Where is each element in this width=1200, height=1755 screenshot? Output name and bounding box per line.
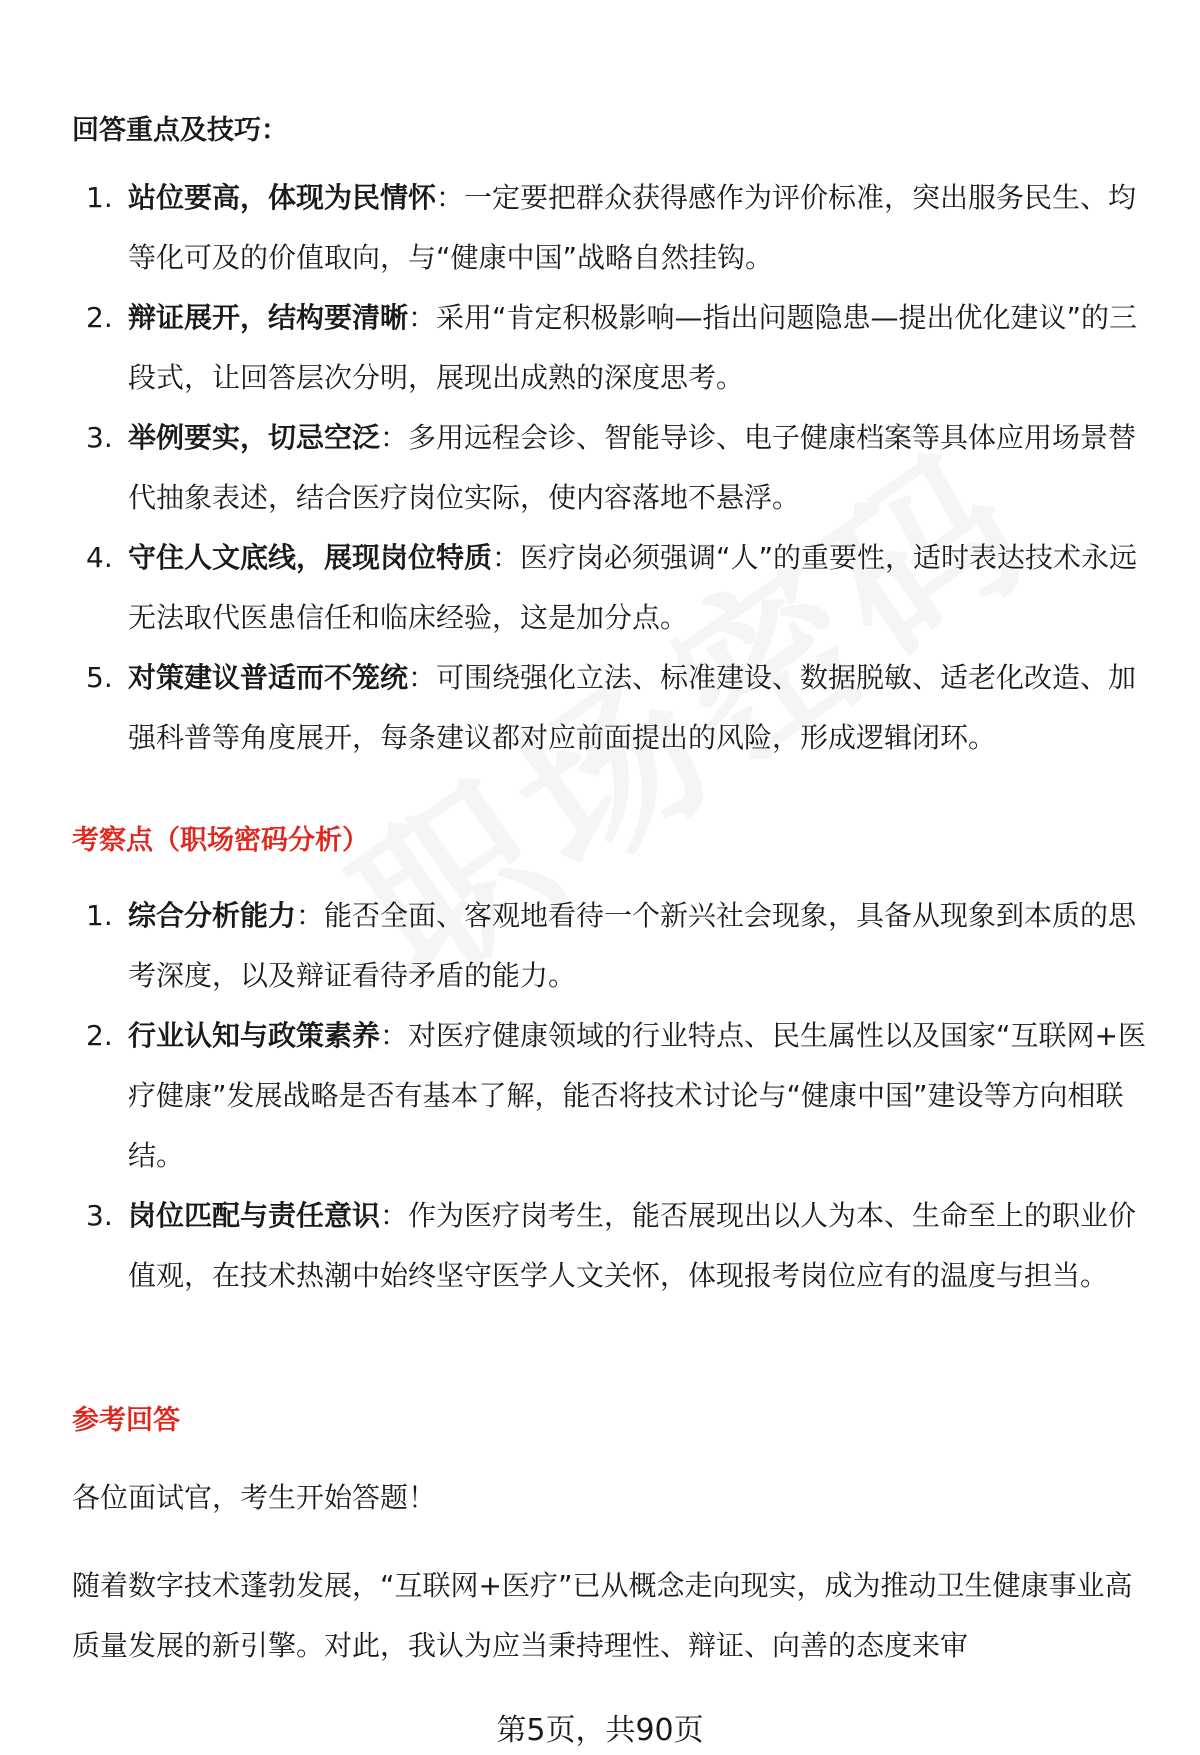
list-item: 1. 站位要高，体现为民情怀：一定要把群众获得感作为评价标准，突出服务民生、均等化可及的价值取向，与“健康中国”战略自然挂钩。 — [86, 181, 1137, 274]
list-item: 2. 辩证展开，结构要清晰：采用“肯定积极影响—指出问题隐患—提出优化建议”的三段式，让回答层次分明，展现出成熟的深度思考。 — [86, 301, 1138, 394]
answer-heading: 参考回答 — [72, 1405, 180, 1436]
points-heading: 考察点（职场密码分析） — [72, 825, 369, 856]
list-item: 3. 岗位匹配与责任意识：作为医疗岗考生，能否展现出以人为本、生命至上的职业价值观，在技术热潮中始终坚守医学人文关怀，体现报考岗位应有的温度与担当。 — [86, 1199, 1137, 1292]
tips-list — [72, 168, 1147, 768]
page-number: 第5页，共90页 — [496, 1713, 704, 1748]
list-item: 5. 对策建议普适而不笼统：可围绕强化立法、标准建设、数据脱敏、适老化改造、加强科普等角度展开，每条建议都对应前面提出的风险，形成逻辑闭环。 — [86, 661, 1137, 754]
list-item: 3. 举例要实，切忌空泛：多用远程会诊、智能导诊、电子健康档案等具体应用场景替代抽象表述，结合医疗岗位实际，使内容落地不悬浮。 — [86, 421, 1137, 514]
list-item: 2. 行业认知与政策素养：对医疗健康领域的行业特点、民生属性以及国家“互联网+医疗健康”发展战略是否有基本了解，能否将技术讨论与“健康中国”建设等方向相联结。 — [86, 1019, 1146, 1172]
tips-heading: 回答重点及技巧： — [72, 115, 288, 146]
answer-paragraph: 随着数字技术蓬勃发展，“互联网+医疗”已从概念走向现实，成为推动卫生健康事业高质量发展的新引擎。对此，我认为应当秉持理性、辩证、向善的态度来审 — [72, 1569, 1133, 1662]
list-item: 1. 综合分析能力：能否全面、客观地看待一个新兴社会现象，具备从现象到本质的思考深度，以及辩证看待矛盾的能力。 — [86, 899, 1137, 992]
list-item: 4. 守住人文底线，展现岗位特质：医疗岗必须强调“人”的重要性，适时表达技术永远无法取代医患信任和临床经验，这是加分点。 — [86, 541, 1138, 634]
points-list — [72, 886, 1147, 1306]
answer-greeting: 各位面试官，考生开始答题！ — [72, 1481, 437, 1514]
